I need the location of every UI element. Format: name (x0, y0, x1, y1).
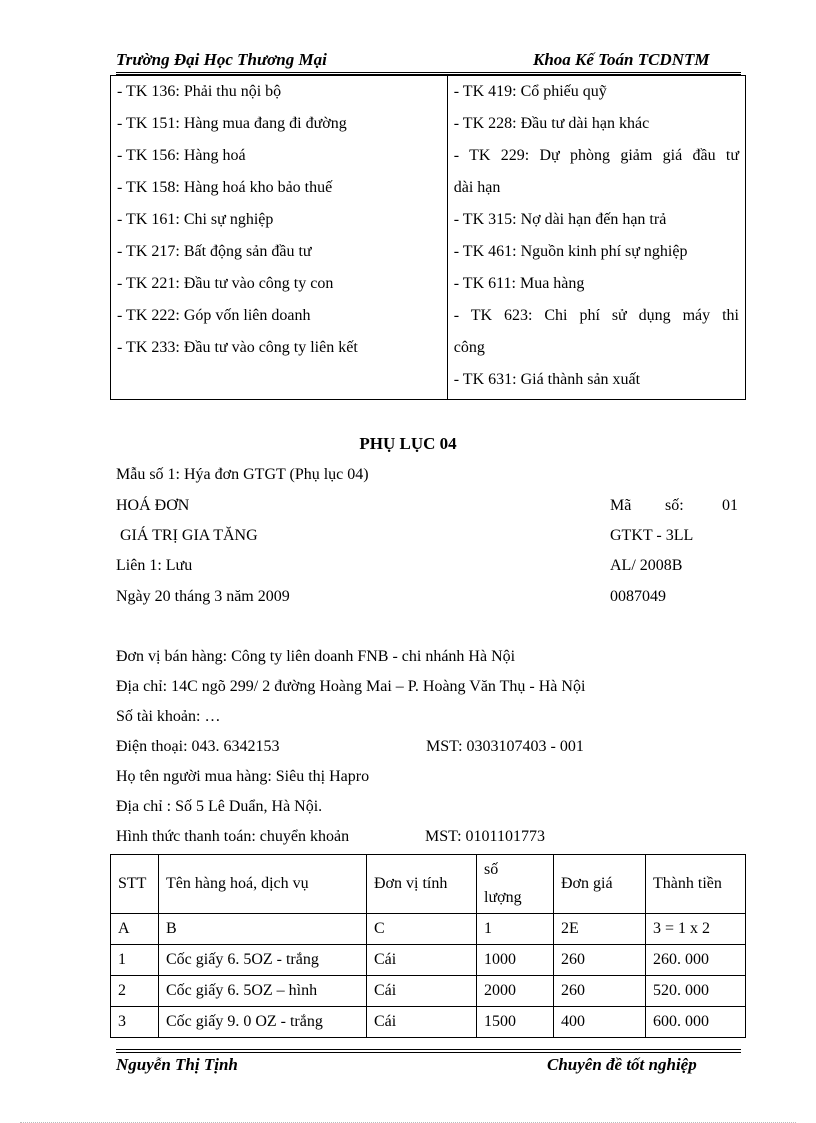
form-label: Mẫu số 1: Hýa đơn GTGT (Phụ lục 04) (116, 466, 369, 483)
invoice-number: 0087049 (610, 588, 666, 605)
footer-author: Nguyễn Thị Tịnh (116, 1055, 238, 1074)
account-item: - TK 315: Nợ dài hạn đến hạn trả (453, 211, 667, 228)
table-cell: Cốc giấy 9. 0 OZ - trắng (159, 1007, 367, 1038)
column-header: STT (111, 855, 159, 914)
invoice-form-code: GTKT - 3LL (610, 527, 694, 544)
table-cell: B (159, 914, 367, 945)
seller-phone: Điện thoại: 043. 6342153 (116, 738, 280, 755)
table-cell: 260 (554, 945, 646, 976)
table-row (111, 976, 746, 1007)
footer-rule (116, 1049, 741, 1050)
table-row (111, 914, 746, 945)
table-cell: 260. 000 (646, 945, 746, 976)
account-item: - TK 151: Hàng mua đang đi đường (117, 115, 347, 132)
account-item: dài hạn (453, 179, 501, 196)
account-column-right (447, 76, 745, 400)
column-header: Thành tiền (646, 855, 746, 914)
table-row (111, 945, 746, 976)
appendix-title: PHỤ LỤC 04 (359, 434, 457, 453)
invoice-code (610, 497, 738, 515)
column-header-line: lượng (484, 889, 522, 906)
account-item: - TK 419: Cổ phiếu quỹ (453, 83, 607, 100)
seller-address: Địa chỉ: 14C ngõ 299/ 2 đường Hoàng Mai – P. Hoàng Văn Thụ - Hà Nội (116, 678, 586, 695)
table-cell: 1 (111, 945, 159, 976)
account-table (110, 75, 746, 400)
column-header: Đơn vị tính (367, 855, 477, 914)
header-school: Trường Đại Học Thương Mại (116, 50, 327, 69)
table-cell: 3 = 1 x 2 (646, 914, 746, 945)
account-item: - TK 461: Nguồn kinh phí sự nghiệp (453, 243, 688, 260)
table-cell: Cái (367, 1007, 477, 1038)
table-cell: 2000 (477, 976, 554, 1007)
footer-rule-2 (116, 1052, 741, 1053)
account-item: - TK 158: Hàng hoá kho bảo thuế (117, 179, 333, 196)
table-cell: C (367, 914, 477, 945)
table-header-row (111, 855, 746, 914)
footer-thesis-label: Chuyên đề tốt nghiệp (547, 1055, 697, 1074)
account-item: - TK 217: Bất động sản đầu tư (117, 243, 312, 260)
account-item: - TK 623: Chi phí sử dụng máy thi (453, 307, 739, 324)
table-cell: 1 (477, 914, 554, 945)
buyer-name: Họ tên người mua hàng: Siêu thị Hapro (116, 768, 370, 785)
column-header: Đơn giá (554, 855, 646, 914)
invoice-code-label-b: số: (665, 497, 684, 514)
account-item: - TK 233: Đầu tư vào công ty liên kết (117, 339, 358, 356)
buyer-address: Địa chỉ : Số 5 Lê Duẩn, Hà Nội. (116, 798, 323, 815)
account-item: - TK 611: Mua hàng (453, 275, 585, 292)
account-item: - TK 161: Chi sự nghiệp (117, 211, 274, 228)
account-item: - TK 229: Dự phòng giảm giá đầu tư (453, 147, 739, 164)
seller-account: Số tài khoản: … (116, 708, 221, 725)
table-cell: Cái (367, 976, 477, 1007)
account-item: - TK 156: Hàng hoá (117, 147, 246, 164)
invoice-code-label-a: Mã (610, 497, 632, 514)
account-column-left (111, 76, 448, 400)
account-item: - TK 221: Đầu tư vào công ty con (117, 275, 334, 292)
invoice-series: AL/ 2008B (610, 557, 683, 574)
column-header (477, 855, 554, 914)
seller-unit: Đơn vị bán hàng: Công ty liên doanh FNB - chi nhánh Hà Nội (116, 648, 516, 665)
table-cell: 1000 (477, 945, 554, 976)
table-row (111, 1007, 746, 1038)
table-cell: 260 (554, 976, 646, 1007)
table-cell: 2E (554, 914, 646, 945)
table-cell: 520. 000 (646, 976, 746, 1007)
invoice-subtitle: GIÁ TRỊ GIA TĂNG (116, 527, 258, 544)
table-cell: 400 (554, 1007, 646, 1038)
invoice-code-value: 01 (722, 497, 738, 514)
table-cell: Cốc giấy 6. 5OZ – hình (159, 976, 367, 1007)
table-cell: 1500 (477, 1007, 554, 1038)
account-item: - TK 228: Đầu tư dài hạn khác (453, 115, 650, 132)
account-item: công (453, 339, 485, 356)
invoice-title: HOÁ ĐƠN (116, 497, 190, 514)
invoice-copy: Liên 1: Lưu (116, 557, 193, 574)
invoice-table (110, 854, 746, 1038)
header-faculty: Khoa Kế Toán TCDNTM (533, 50, 710, 69)
seller-tax-code: MST: 0303107403 - 001 (426, 738, 584, 755)
table-cell: Cái (367, 945, 477, 976)
payment-method: Hình thức thanh toán: chuyển khoản (116, 828, 350, 845)
table-cell: 2 (111, 976, 159, 1007)
table-cell: 600. 000 (646, 1007, 746, 1038)
table-cell: Cốc giấy 6. 5OZ - trắng (159, 945, 367, 976)
header-rule (116, 72, 741, 73)
account-item: - TK 136: Phải thu nội bộ (117, 83, 282, 100)
buyer-tax-code: MST: 0101101773 (425, 828, 545, 845)
table-cell: A (111, 914, 159, 945)
account-item: - TK 631: Giá thành sản xuất (453, 371, 641, 388)
invoice-date: Ngày 20 tháng 3 năm 2009 (116, 588, 290, 605)
table-cell: 3 (111, 1007, 159, 1038)
column-header-line: số (484, 861, 499, 878)
account-item: - TK 222: Góp vốn liên doanh (117, 307, 311, 324)
column-header: Tên hàng hoá, dịch vụ (159, 855, 367, 914)
